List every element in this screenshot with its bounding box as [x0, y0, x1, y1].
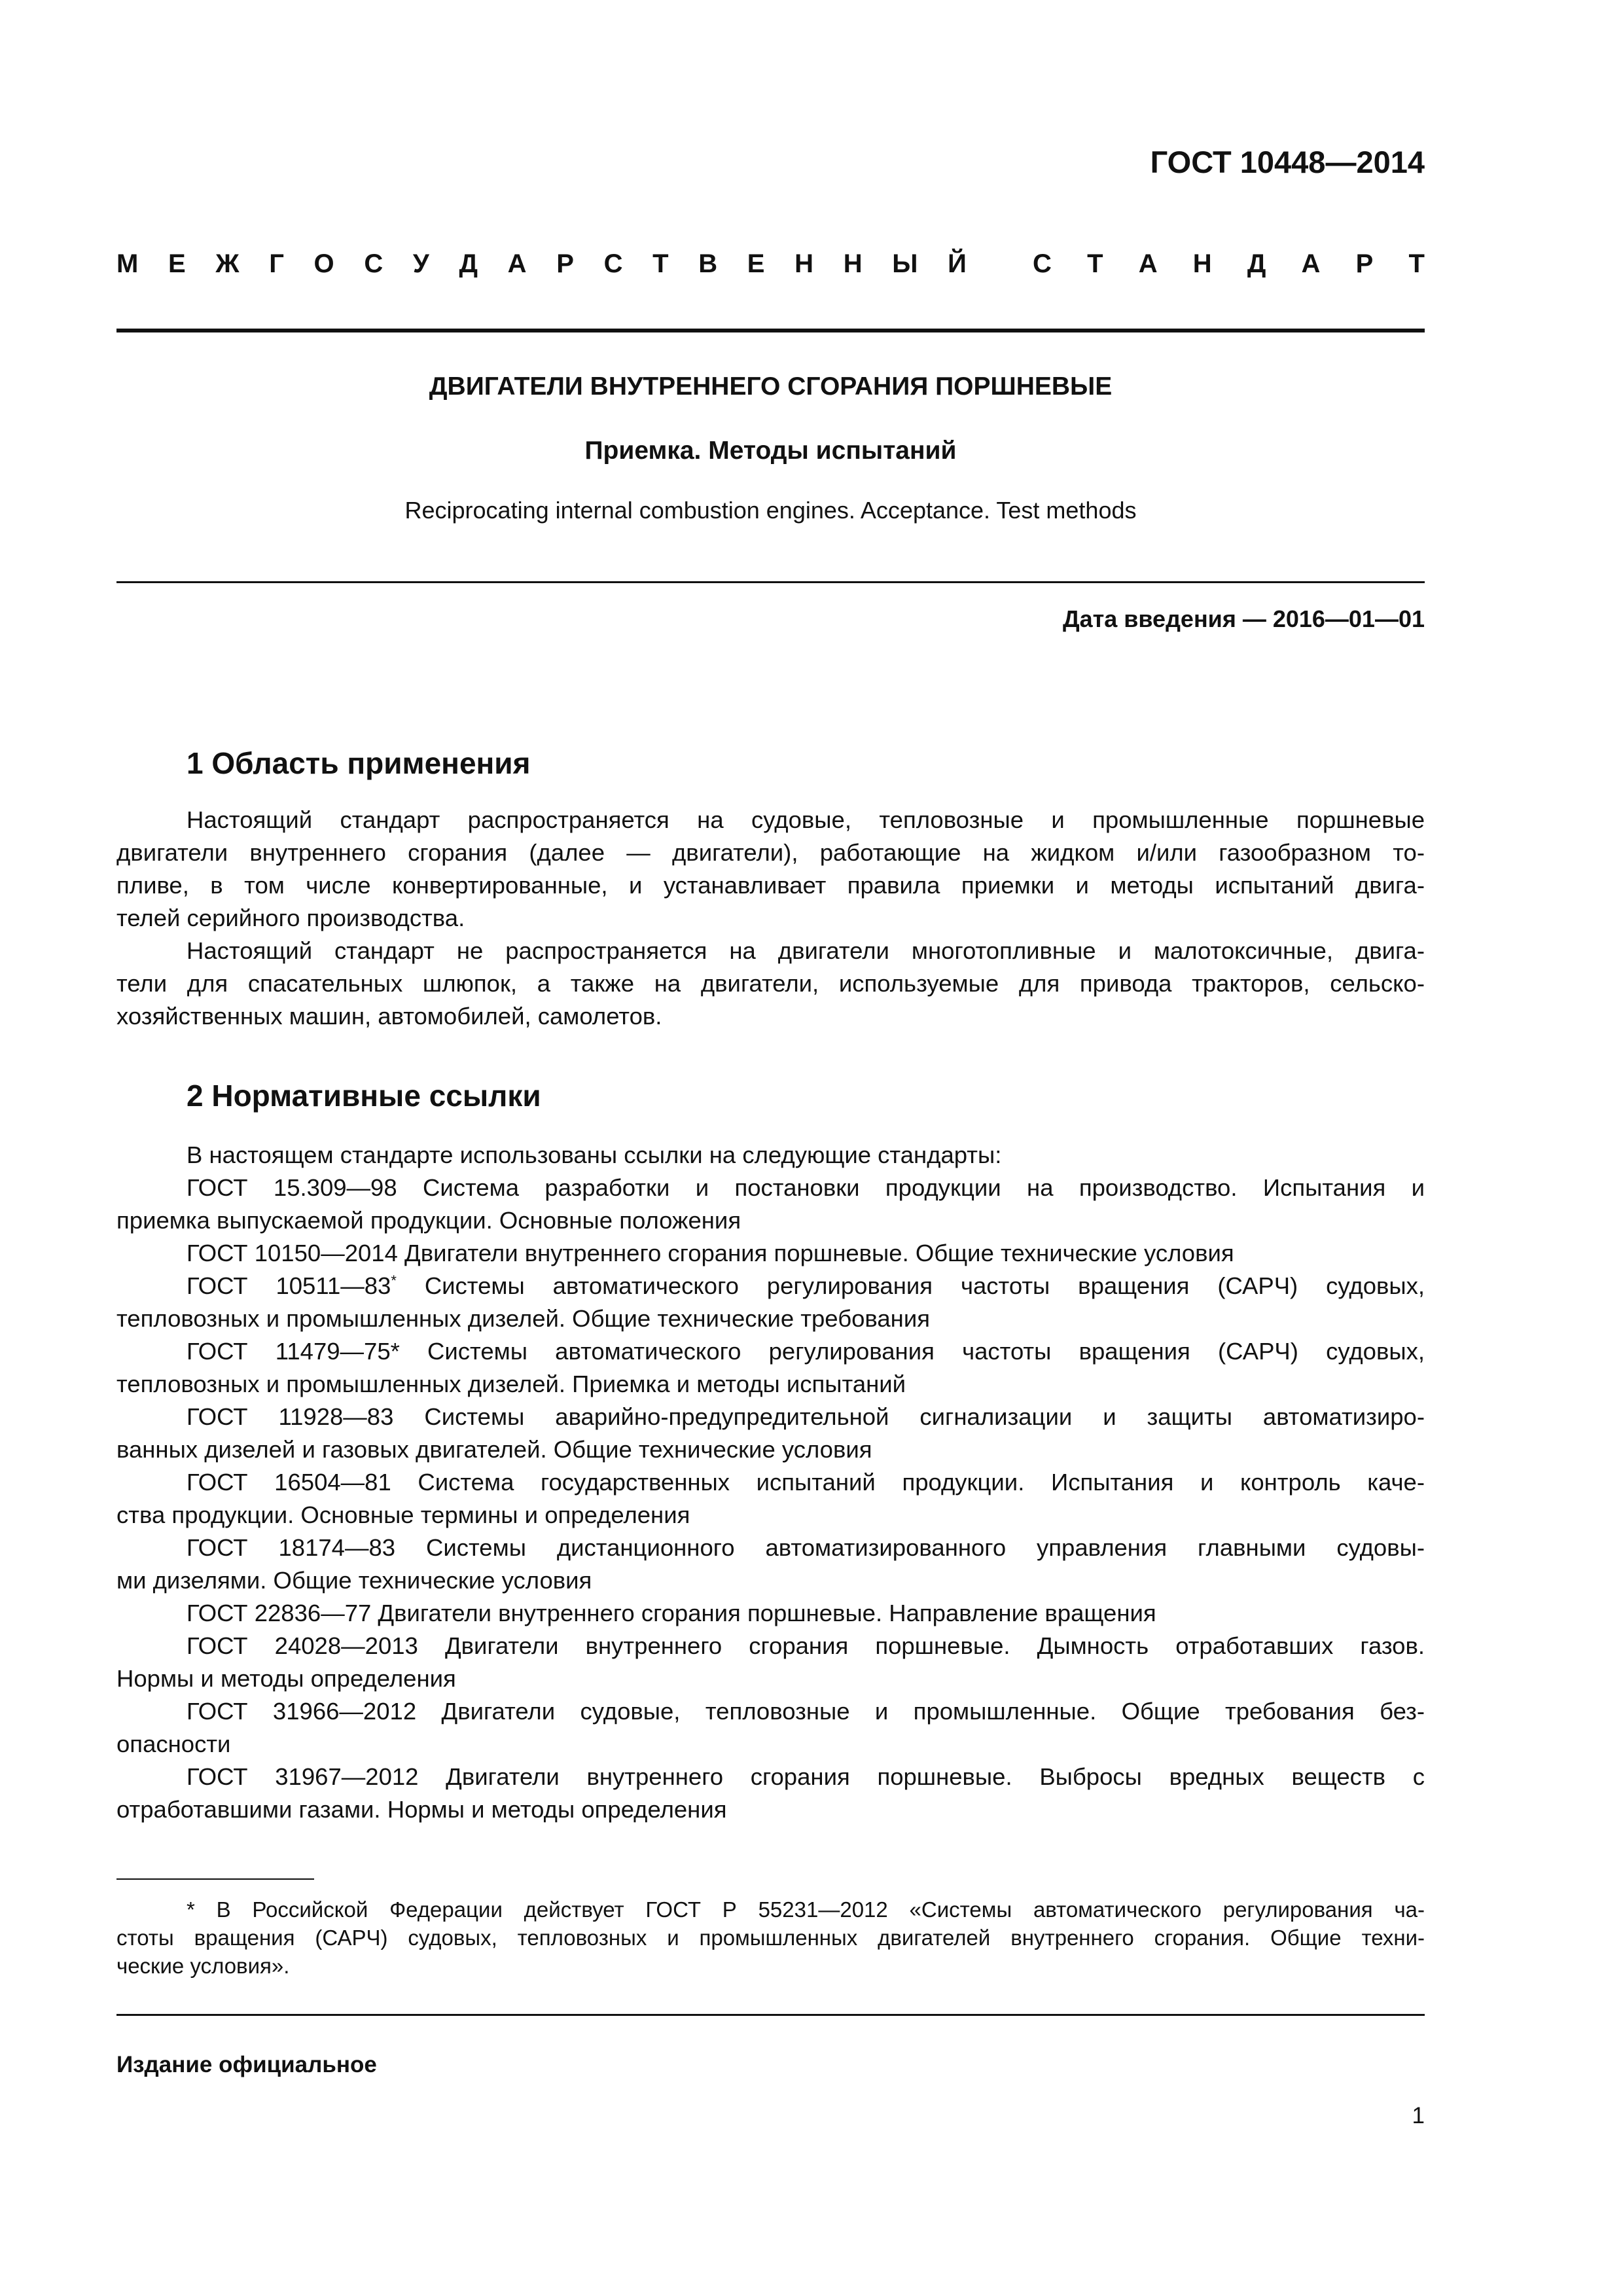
standard-type-letter: О	[313, 249, 335, 278]
standard-type-letter: Т	[1087, 249, 1103, 278]
references-list	[116, 1139, 1425, 1826]
standard-type-letter: Н	[1192, 249, 1212, 278]
references-intro: В настоящем стандарте использованы ссылки на следующие стандарты:	[187, 1141, 1002, 1168]
standard-type-letter: С	[603, 249, 624, 278]
standard-type-letter: Р	[556, 249, 575, 278]
document-subtitle: Приемка. Методы испытаний	[584, 437, 957, 465]
english-title: Reciprocating internal combustion engines. Acceptance. Test methods	[404, 497, 1137, 524]
reference-line: ГОСТ 31967—2012 Двигатели внутреннего сгорания поршневые. Выбросы вредных веществ с	[187, 1763, 1425, 1790]
footnote-mark: *	[391, 1272, 397, 1289]
standard-type-right	[1033, 247, 1425, 280]
standard-type-letter: Ы	[892, 249, 919, 278]
reference-line: ГОСТ 18174—83 Системы дистанционного автоматизированного управления главными судовы-	[187, 1534, 1425, 1561]
footer-rule	[116, 2014, 1425, 2016]
footnote-line: * В Российской Федерации действует ГОСТ Р 55231—2012 «Системы автоматического регулирования ча-	[187, 1897, 1425, 1922]
section-1-paragraph-1	[116, 804, 1425, 935]
section-2-heading: 2 Нормативные ссылки	[187, 1079, 541, 1113]
standard-type-letter: Й	[948, 249, 967, 278]
standard-type-letter: Д	[1247, 249, 1266, 278]
standard-type-letter: Д	[459, 249, 478, 278]
text-line: двигатели внутреннего сгорания (далее — двигатели), работающие на жидком и/или газообразном то-	[116, 839, 1425, 866]
text-line: хозяйственных машин, автомобилей, самолетов.	[116, 1003, 662, 1030]
standard-type-letter: Т	[652, 249, 669, 278]
text-line: телей серийного производства.	[116, 905, 465, 931]
standard-type-letter: Т	[1408, 249, 1425, 278]
standard-type-letter: С	[364, 249, 384, 278]
reference-code: ГОСТ 10511—83	[187, 1272, 391, 1299]
reference-line: ванных дизелей и газовых двигателей. Общие технические условия	[116, 1436, 872, 1463]
document-title: ДВИГАТЕЛИ ВНУТРЕННЕГО СГОРАНИЯ ПОРШНЕВЫЕ	[429, 372, 1113, 401]
standard-type-letter: Е	[747, 249, 766, 278]
text-line: Настоящий стандарт распространяется на судовые, тепловозные и промышленные поршневые	[187, 806, 1425, 833]
title-rule	[116, 581, 1425, 583]
reference-line: тепловозных и промышленных дизелей. Общие технические требования	[116, 1305, 930, 1332]
standard-type-letter: Н	[794, 249, 815, 278]
header-rule	[116, 329, 1425, 332]
reference-line	[116, 1270, 1425, 1302]
footnote-separator	[116, 1878, 314, 1880]
section-1-paragraph-2	[116, 935, 1425, 1033]
edition-label: Издание официальное	[116, 2052, 377, 2077]
reference-line: опасности	[116, 1731, 231, 1757]
footnote-line: стоты вращения (САРЧ) судовых, тепловозных и промышленных двигателей внутреннего сгорания. Общие техни-	[116, 1926, 1425, 1950]
reference-line: приемка выпускаемой продукции. Основные положения	[116, 1207, 741, 1234]
reference-line: ГОСТ 24028—2013 Двигатели внутреннего сгорания поршневые. Дымность отработавших газов.	[187, 1632, 1425, 1659]
standard-type-letter: С	[1033, 249, 1052, 278]
section-1-heading: 1 Область применения	[187, 746, 531, 780]
footnote-line: ческие условия».	[116, 1954, 290, 1978]
reference-line: тепловозных и промышленных дизелей. Приемка и методы испытаний	[116, 1371, 906, 1397]
reference-line: ГОСТ 11479—75* Системы автоматического регулирования частоты вращения (САРЧ) судовых,	[187, 1338, 1425, 1365]
standard-type-letter: А	[1301, 249, 1321, 278]
reference-line: ГОСТ 15.309—98 Система разработки и постановки продукции на производство. Испытания и	[187, 1174, 1425, 1201]
standard-type-letter: В	[698, 249, 719, 278]
standard-type-letter: А	[1138, 249, 1158, 278]
page-number: 1	[1412, 2103, 1425, 2128]
footnote	[116, 1895, 1425, 1980]
reference-line: ГОСТ 11928—83 Системы аварийно-предупредительной сигнализации и защиты автоматизиро-	[187, 1403, 1425, 1430]
standard-type-left	[116, 247, 967, 280]
reference-line: ства продукции. Основные термины и определения	[116, 1501, 690, 1528]
reference-title: Системы автоматического регулирования частоты вращения (САРЧ) судовых,	[424, 1272, 1425, 1299]
standard-type-letter: А	[507, 249, 527, 278]
reference-line: Нормы и методы определения	[116, 1665, 456, 1692]
standard-type-letter: Н	[843, 249, 863, 278]
text-line: тели для спасательных шлюпок, а также на двигатели, используемые для привода тракторов, сельско-	[116, 970, 1425, 997]
standard-type-letter: Ж	[215, 249, 240, 278]
reference-line: ГОСТ 10150—2014 Двигатели внутреннего сгорания поршневые. Общие технические условия	[187, 1240, 1234, 1266]
text-line: пливе, в том числе конвертированные, и устанавливает правила приемки и методы испытаний двига-	[116, 872, 1425, 899]
reference-line: ГОСТ 22836—77 Двигатели внутреннего сгорания поршневые. Направление вращения	[187, 1600, 1156, 1626]
standard-type-letter: Р	[1355, 249, 1374, 278]
text-line: Настоящий стандарт не распространяется на двигатели многотопливные и малотоксичные, двига-	[187, 937, 1425, 964]
introduction-date: Дата введения — 2016—01—01	[1062, 605, 1425, 632]
document-number: ГОСТ 10448—2014	[1150, 145, 1425, 179]
standard-type-letter: М	[116, 249, 139, 278]
standard-type-letter: У	[412, 249, 430, 278]
standard-type-letter: Г	[269, 249, 285, 278]
standard-type-letter: Е	[168, 249, 187, 278]
reference-line: отработавшими газами. Нормы и методы определения	[116, 1796, 727, 1823]
reference-line: ми дизелями. Общие технические условия	[116, 1567, 592, 1594]
reference-line: ГОСТ 16504—81 Система государственных испытаний продукции. Испытания и контроль каче-	[187, 1469, 1425, 1496]
reference-line: ГОСТ 31966—2012 Двигатели судовые, тепловозные и промышленные. Общие требования без-	[187, 1698, 1425, 1725]
